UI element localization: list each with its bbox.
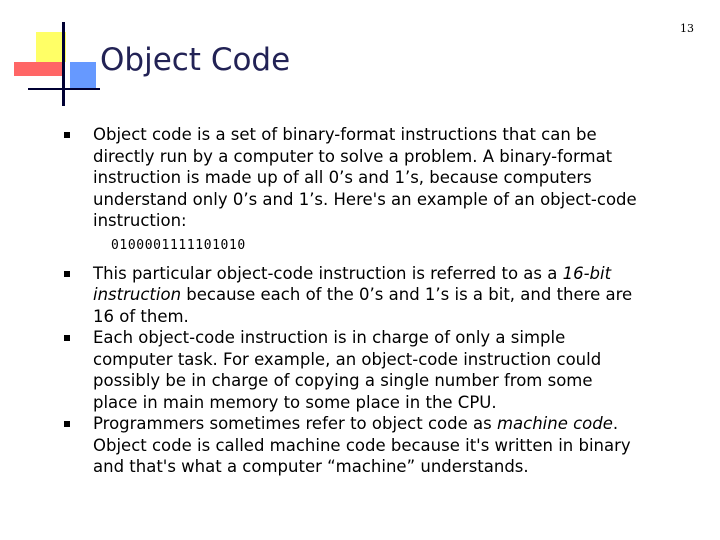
bullet-text-italic: machine code xyxy=(496,414,613,433)
bullet-text-italic: 16-bit instruction xyxy=(93,263,612,304)
bullet-text-run: Object code is a set of binary-format instructions that can be directly run by a computer to solve a problem. A binary-format instruction is made up of all 0’s and 1’s, because computers understand only 0’s and 1’s. Here's an example of an object-code instruction: xyxy=(93,125,637,230)
bullet-text xyxy=(93,327,684,413)
bullet-text-run: because each of the 0’s and 1’s is a bit, and there are 16 of them. xyxy=(93,285,633,326)
bullet-item xyxy=(64,327,684,413)
bullet-text xyxy=(93,124,684,232)
bullet-text-run: This particular object-code instruction is referred to as a xyxy=(93,263,563,283)
logo-horizontal-line xyxy=(28,88,100,90)
bullet-text-run: . Object code is called machine code because it's written in binary and that's what a computer “machine” understands. xyxy=(93,414,631,476)
bullet-square-icon xyxy=(64,271,70,277)
slide-body xyxy=(64,124,684,478)
bullet-square-icon xyxy=(64,421,70,427)
logo-red-bar xyxy=(14,62,64,76)
slide-title: Object Code xyxy=(100,42,291,78)
bullet-text-run: Programmers sometimes refer to object code as xyxy=(93,414,497,433)
logo-vertical-line xyxy=(62,22,65,106)
bullet-text xyxy=(93,263,684,328)
bullet-item xyxy=(64,413,684,478)
bullet-square-icon xyxy=(64,132,70,138)
bullet-square-icon xyxy=(64,335,70,341)
bullet-text-run: Each object-code instruction is in charge of only a simple computer task. For example, an object-code instruction could possibly be in charge of copying a single number from some place in main memory to some place in the CPU. xyxy=(93,328,602,412)
binary-code-example: 0100001111101010 xyxy=(111,237,246,253)
bullet-item xyxy=(64,263,684,328)
page-number: 13 xyxy=(680,22,694,35)
logo-blue-square xyxy=(70,62,96,88)
bullet-item xyxy=(64,124,684,232)
bullet-text xyxy=(93,413,684,478)
